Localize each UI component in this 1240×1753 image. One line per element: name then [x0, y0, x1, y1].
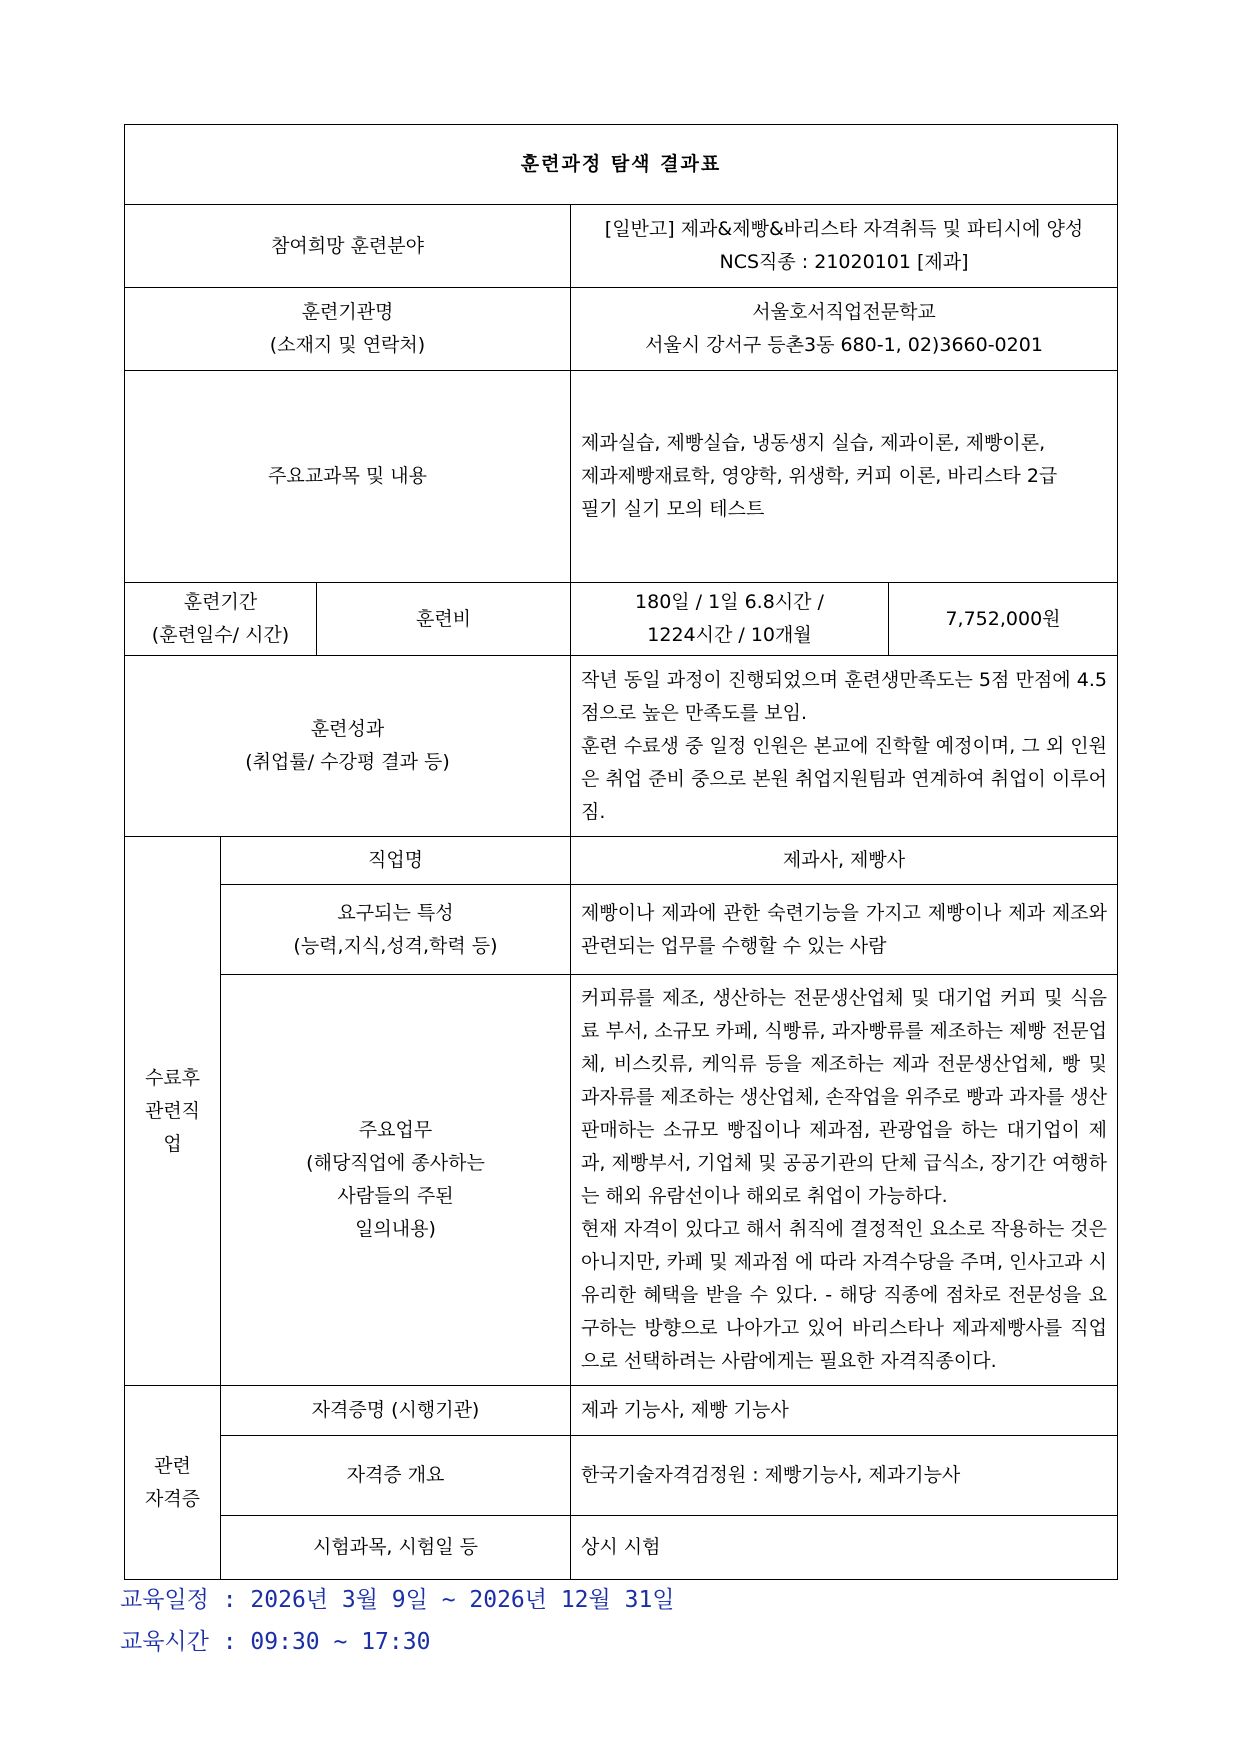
- fee-value: 7,752,000원: [889, 583, 1118, 656]
- cert-exam-value: 상시 시험: [571, 1516, 1118, 1580]
- institution-label: 훈련기관명 (소재지 및 연락처): [125, 288, 571, 371]
- institution-value: 서울호서직업전문학교 서울시 강서구 등촌3동 680-1, 02)3660-0201: [571, 288, 1118, 371]
- results-label: 훈련성과 (취업률/ 수강평 결과 등): [125, 656, 571, 837]
- job-duties-label: 주요업무 (해당직업에 종사하는 사람들의 주된 일의내용): [221, 975, 571, 1386]
- job-name-value: 제과사, 제빵사: [571, 837, 1118, 885]
- education-schedule: 교육일정 : 2026년 3월 9일 ~ 2026년 12월 31일: [120, 1587, 675, 1613]
- cert-name-label: 자격증명 (시행기관): [221, 1386, 571, 1436]
- fee-label: 훈련비: [317, 583, 571, 656]
- cert-group-label: 관련 자격증: [125, 1386, 221, 1580]
- page-title: 훈련과정 탐색 결과표: [125, 125, 1118, 205]
- result-table: [124, 124, 1118, 1580]
- subjects-label: 주요교과목 및 내용: [125, 371, 571, 583]
- period-label: 훈련기간 (훈련일수/ 시간): [125, 583, 317, 656]
- field-label: 참여희망 훈련분야: [125, 205, 571, 288]
- period-value: 180일 / 1일 6.8시간 / 1224시간 / 10개월: [571, 583, 889, 656]
- cert-overview-value: 한국기술자격검정원 : 제빵기능사, 제과기능사: [571, 1436, 1118, 1516]
- job-traits-label: 요구되는 특성 (능력,지식,성격,학력 등): [221, 885, 571, 975]
- cert-name-value: 제과 기능사, 제빵 기능사: [571, 1386, 1118, 1436]
- cert-exam-label: 시험과목, 시험일 등: [221, 1516, 571, 1580]
- job-duties-value: 커피류를 제조, 생산하는 전문생산업체 및 대기업 커피 및 식음료 부서, 소규모 카페, 식빵류, 과자빵류를 제조하는 제빵 전문업체, 비스킷류, 케익류 등을 제조하는 제과 전문생산업체, 빵 및 과자류를 제조하는 생산업체, 손작업을 위주로 빵과 과자를 생산 판매하는 소규모 빵집이나 제과점, 관광업을 하는 대기업이 제과, 제빵부서, 기업체 및 공공기관의 단체 급식소, 장기간 여행하는 해외 유람선이나 해외로 취업이 가능하다. 현재 자격이 있다고 해서 취직에 결정적인 요소로 작용하는 것은 아니지만, 카페 및 제과점 에 따라 자격수당을 주며, 인사고과 시 유리한 혜택을 받을 수 있다. - 해당 직종에 점차로 전문성을 요구하는 방향으로 나아가고 있어 바리스타나 제과제빵사를 직업으로 선택하려는 사람에게는 필요한 자격직종이다.: [571, 975, 1118, 1386]
- job-group-label: 수료후 관련직 업: [125, 837, 221, 1386]
- subjects-value: 제과실습, 제빵실습, 냉동생지 실습, 제과이론, 제빵이론, 제과제빵재료학, 영양학, 위생학, 커피 이론, 바리스타 2급 필기 실기 모의 테스트: [571, 371, 1118, 583]
- cert-overview-label: 자격증 개요: [221, 1436, 571, 1516]
- field-value: [일반고] 제과&제빵&바리스타 자격취득 및 파티시에 양성 NCS직종 : 21020101 [제과]: [571, 205, 1118, 288]
- education-hours: 교육시간 : 09:30 ~ 17:30: [120, 1629, 431, 1655]
- job-traits-value: 제빵이나 제과에 관한 숙련기능을 가지고 제빵이나 제과 제조와 관련되는 업무를 수행할 수 있는 사람: [571, 885, 1118, 975]
- results-value: 작년 동일 과정이 진행되었으며 훈련생만족도는 5점 만점에 4.5점으로 높은 만족도를 보임. 훈련 수료생 중 일정 인원은 본교에 진학할 예정이며, 그 외 인원은 취업 준비 중으로 본원 취업지원팀과 연계하여 취업이 이루어짐.: [571, 656, 1118, 837]
- job-name-label: 직업명: [221, 837, 571, 885]
